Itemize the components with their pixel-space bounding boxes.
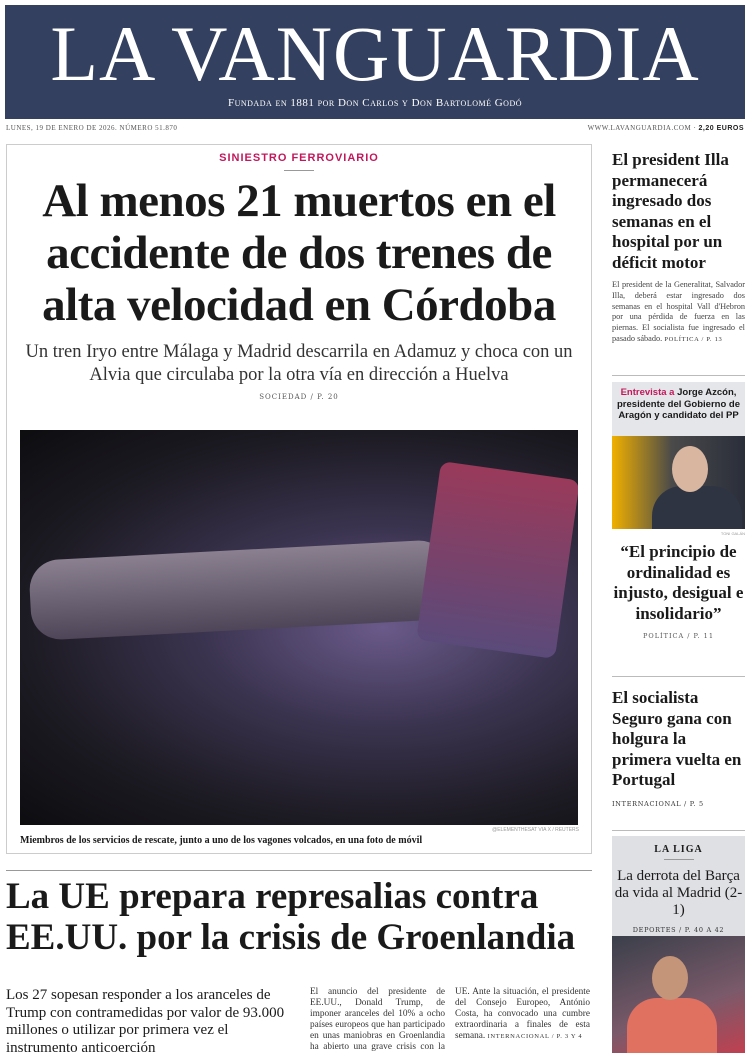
sidebar-liga <box>612 836 745 1053</box>
portugal-ref: INTERNACIONAL / P. 5 <box>612 799 704 808</box>
website-link[interactable]: WWW.LAVANGUARDIA.COM <box>587 124 692 132</box>
photo-credit: @ELEMENTHESAT VIA X / REUTERS <box>492 827 579 833</box>
sidebar-interview <box>612 382 745 662</box>
second-ref: INTERNACIONAL / P. 3 Y 4 <box>487 1033 583 1040</box>
portugal-headline[interactable]: El socialista Seguro gana con holgura la primera vuelta en Portugal <box>612 688 742 789</box>
lead-headline[interactable]: Al menos 21 muertos en el accidente de dos trenes de alta velocidad en Córdoba <box>42 175 556 331</box>
interview-label: Entrevista a <box>620 387 675 398</box>
interview-quote[interactable]: “El principio de ordinalidad es injusto, desigual e insolidario” <box>613 542 744 623</box>
divider <box>612 830 745 831</box>
price: 2,20 EUROS <box>698 125 744 132</box>
lead-subhead: Un tren Iryo entre Málaga y Madrid descarrila en Adamuz y choca con un Alvia que circulaba por la otra vía en dirección a Huelva <box>25 342 573 385</box>
interview-ref: POLÍTICA / P. 11 <box>643 632 714 640</box>
divider <box>612 375 745 376</box>
lead-kicker: SINIESTRO FERROVIARIO <box>219 152 379 164</box>
divider <box>6 870 592 871</box>
second-headline[interactable]: La UE prepara represalias contra EE.UU. por la crisis de Groenlandia <box>6 876 576 958</box>
issue-date: LUNES, 19 DE ENERO DE 2026. NÚMERO 51.870 <box>6 124 178 132</box>
lead-story <box>6 144 592 854</box>
photo-caption: Miembros de los servicios de rescate, junto a uno de los vagones volcados, en una foto de móvil <box>20 835 423 846</box>
sidebar-portugal <box>612 688 745 808</box>
divider <box>664 859 694 860</box>
train-wreck-shape <box>28 539 452 641</box>
divider <box>612 676 745 677</box>
liga-kicker: LA LIGA <box>654 844 703 855</box>
illa-headline[interactable]: El president Illa permanecerá ingresado dos semanas en el hospital por un déficit motor <box>612 150 729 272</box>
sidebar-illa <box>612 150 745 346</box>
illa-body: El president de la Generalitat, Salvador Illa, deberá estar ingresado dos semanas en el hospital Vall d'Hebron por una pérdida de fuerza en las piernas. El socialista fue ingresado el pasado sábado. <box>612 280 745 343</box>
masthead <box>5 5 745 119</box>
interview-subject: Jorge Azcón, presidente del Gobierno de Aragón y candidato del PP <box>617 387 740 421</box>
lead-photo <box>20 430 578 825</box>
second-body <box>310 987 590 1053</box>
divider <box>284 170 314 171</box>
portrait-credit: TONI GALÁN <box>720 531 745 536</box>
train-car-shape <box>416 461 578 659</box>
second-deck: Los 27 sopesan responder a los aranceles de Trump con contramedidas por valor de 93.000 millones o utilizar por primera vez el instrumento anticoerción <box>6 987 285 1056</box>
liga-headline[interactable]: La derrota del Barça da vida al Madrid (2-1) <box>614 868 743 918</box>
second-body-text: El anuncio del presidente de EE.UU., Donald Trump, de imponer aranceles del 10% a ocho países europeos que han participado en unas maniobras en Groenlandia ha abierto una grave crisis con la UE. Ante la situación, el presidente del Consejo Europeo, António Costa, ha convocado una cumbre extraordinaria a finales de esta semana. <box>310 987 590 1052</box>
lead-section-ref: SOCIEDAD / P. 20 <box>259 393 339 401</box>
azcon-portrait <box>612 436 745 529</box>
illa-ref: POLÍTICA / P. 13 <box>664 335 723 343</box>
interview-intro <box>612 382 745 436</box>
second-story <box>6 876 592 958</box>
liga-ref: DEPORTES / P. 40 A 42 <box>632 926 725 934</box>
dateline: LUNES, 19 DE ENERO DE 2026. NÚMERO 51.870 WWW.LAVANGUARDIA.COM · 2,20 EUROS <box>6 124 744 132</box>
newspaper-logo: LA VANGUARDIA <box>50 10 700 97</box>
founded-line: Fundada en 1881 por Don Carlos y Don Bartolomé Godó <box>227 97 523 109</box>
player-photo <box>612 936 745 1053</box>
